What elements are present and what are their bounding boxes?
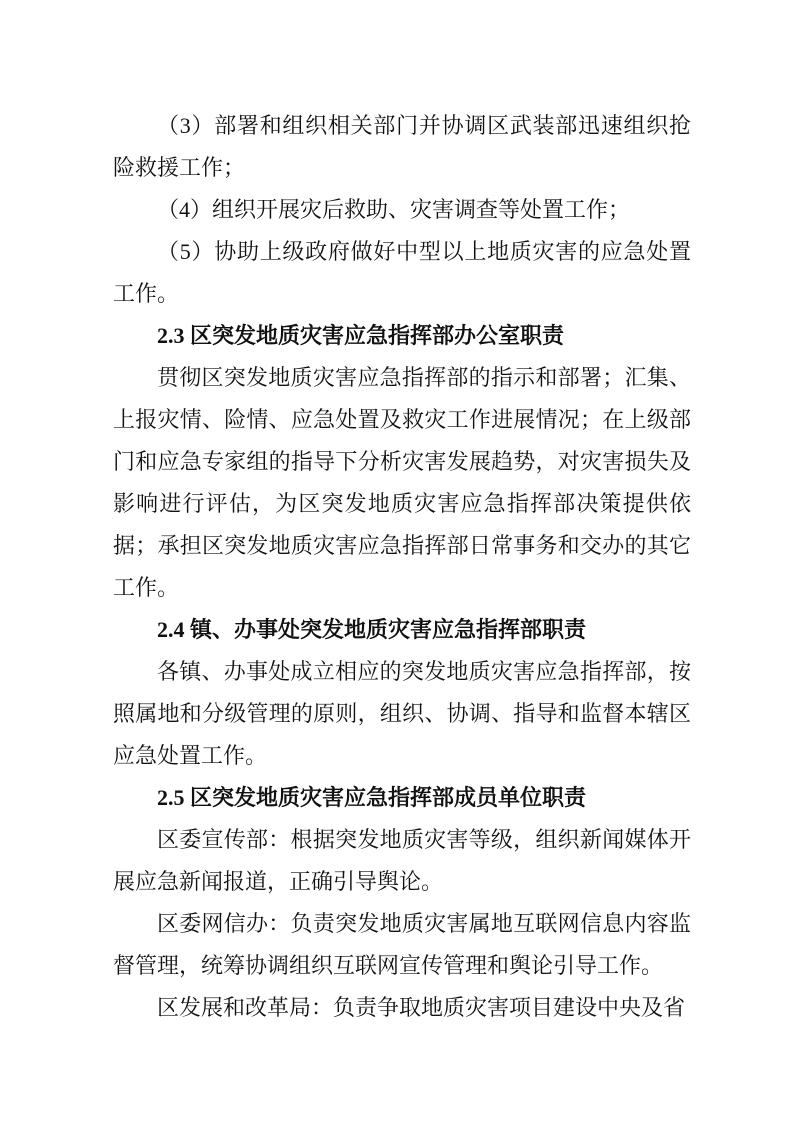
section-heading: 2.5 区突发地质灾害应急指挥部成员单位职责: [157, 785, 587, 810]
body-paragraph: （5）协助上级政府做好中型以上地质灾害的应急处置工作。: [113, 239, 691, 306]
body-paragraph: （4）组织开展灾后救助、灾害调查等处置工作；: [157, 197, 631, 222]
section-heading: 2.3 区突发地质灾害应急指挥部办公室职责: [157, 323, 565, 348]
body-paragraph: 区发展和改革局：负责争取地质灾害项目建设中央及省: [157, 995, 686, 1020]
section-heading: 2.4 镇、办事处突发地质灾害应急指挥部职责: [157, 617, 587, 642]
body-paragraph: （3）部署和组织相关部门并协调区武装部迅速组织抢险救援工作；: [113, 113, 691, 180]
body-paragraph: 区委网信办：负责突发地质灾害属地互联网信息内容监督管理，统筹协调组织互联网宣传管理和舆论引导工作。: [113, 911, 691, 978]
document-body: [113, 105, 691, 1029]
body-paragraph: 贯彻区突发地质灾害应急指挥部的指示和部署；汇集、上报灾情、险情、应急处置及救灾工作进展情况；在上级部门和应急专家组的指导下分析灾害发展趋势，对灾害损失及影响进行评估，为区突发地质灾害应急指挥部决策提供依据；承担区突发地质灾害应急指挥部日常事务和交办的其它工作。: [113, 365, 691, 600]
body-paragraph: 各镇、办事处成立相应的突发地质灾害应急指挥部，按照属地和分级管理的原则，组织、协调、指导和监督本辖区应急处置工作。: [113, 659, 691, 768]
body-paragraph: 区委宣传部：根据突发地质灾害等级，组织新闻媒体开展应急新闻报道，正确引导舆论。: [113, 827, 691, 894]
